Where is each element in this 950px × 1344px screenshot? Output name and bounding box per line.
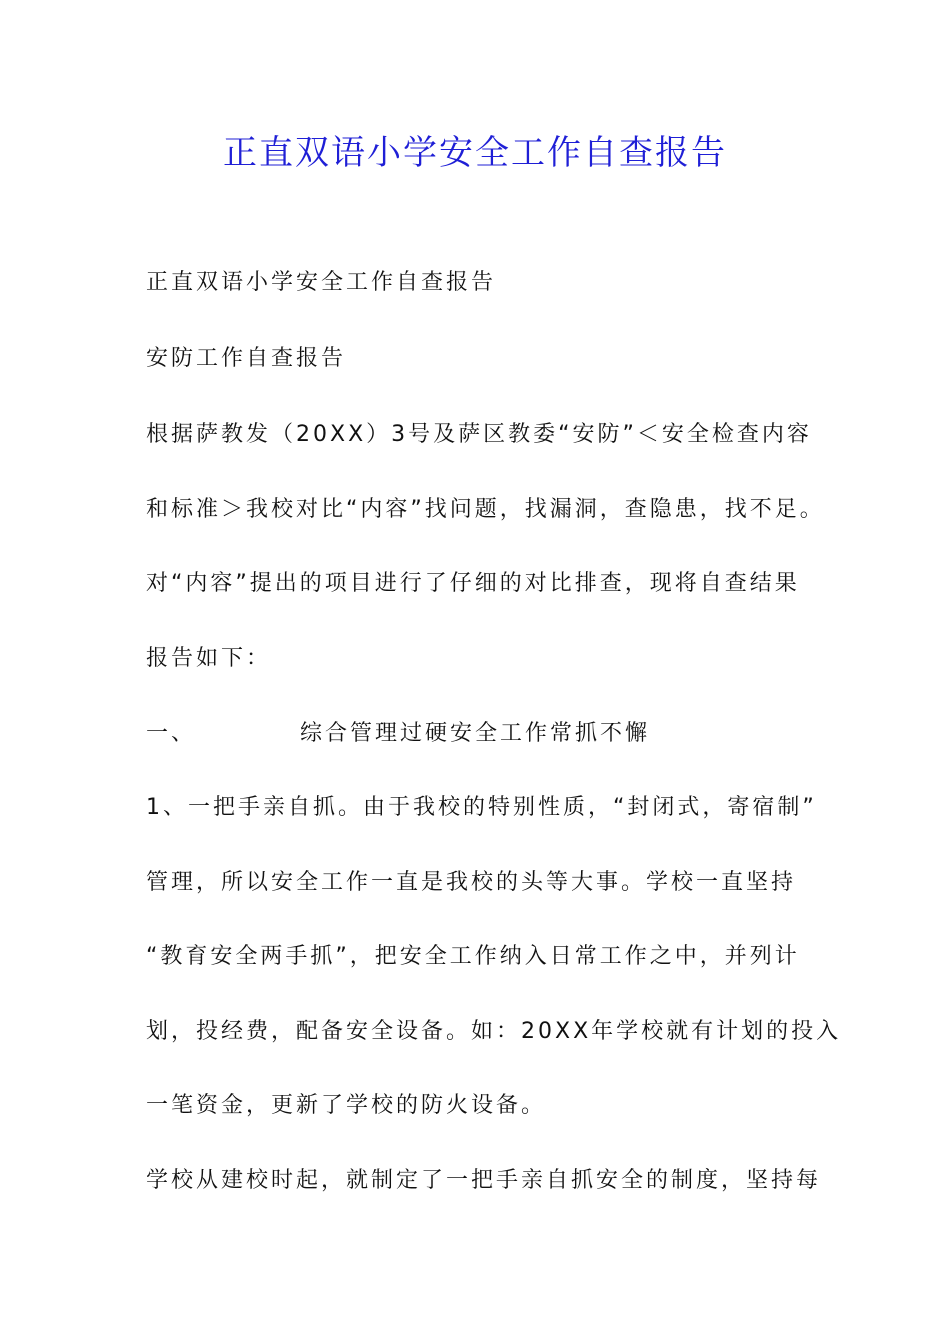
body-line: 管理，所以安全工作一直是我校的头等大事。学校一直坚持	[146, 870, 797, 895]
body-line: 根据萨教发（20XX）3号及萨区教委“安防”＜安全检查内容	[146, 422, 812, 447]
section-title: 综合管理过硬安全工作常抓不懈	[300, 721, 651, 746]
body-line: “教育安全两手抓”，把安全工作纳入日常工作之中，并列计	[146, 944, 800, 969]
body-line: 一笔资金，更新了学校的防火设备。	[146, 1093, 547, 1118]
body-line: 学校从建校时起，就制定了一把手亲自抓安全的制度，坚持每	[146, 1168, 822, 1193]
body-line: 划，投经费，配备安全设备。如：20XX年学校就有计划的投入	[146, 1019, 842, 1044]
section-heading	[146, 717, 826, 751]
body-line: 1、一把手亲自抓。由于我校的特别性质，“封闭式，寄宿制”	[146, 795, 817, 820]
body-line-heading: 安防工作自查报告	[146, 346, 347, 371]
document-title: 正直双语小学安全工作自查报告	[223, 133, 727, 173]
body-line: 报告如下：	[146, 646, 272, 671]
body-line-subtitle: 正直双语小学安全工作自查报告	[146, 270, 497, 295]
body-line: 对“内容”提出的项目进行了仔细的对比排查，现将自查结果	[146, 571, 800, 596]
body-line: 和标准＞我校对比“内容”找问题，找漏洞，查隐患，找不足。	[146, 497, 825, 522]
section-number: 一、	[146, 721, 197, 746]
